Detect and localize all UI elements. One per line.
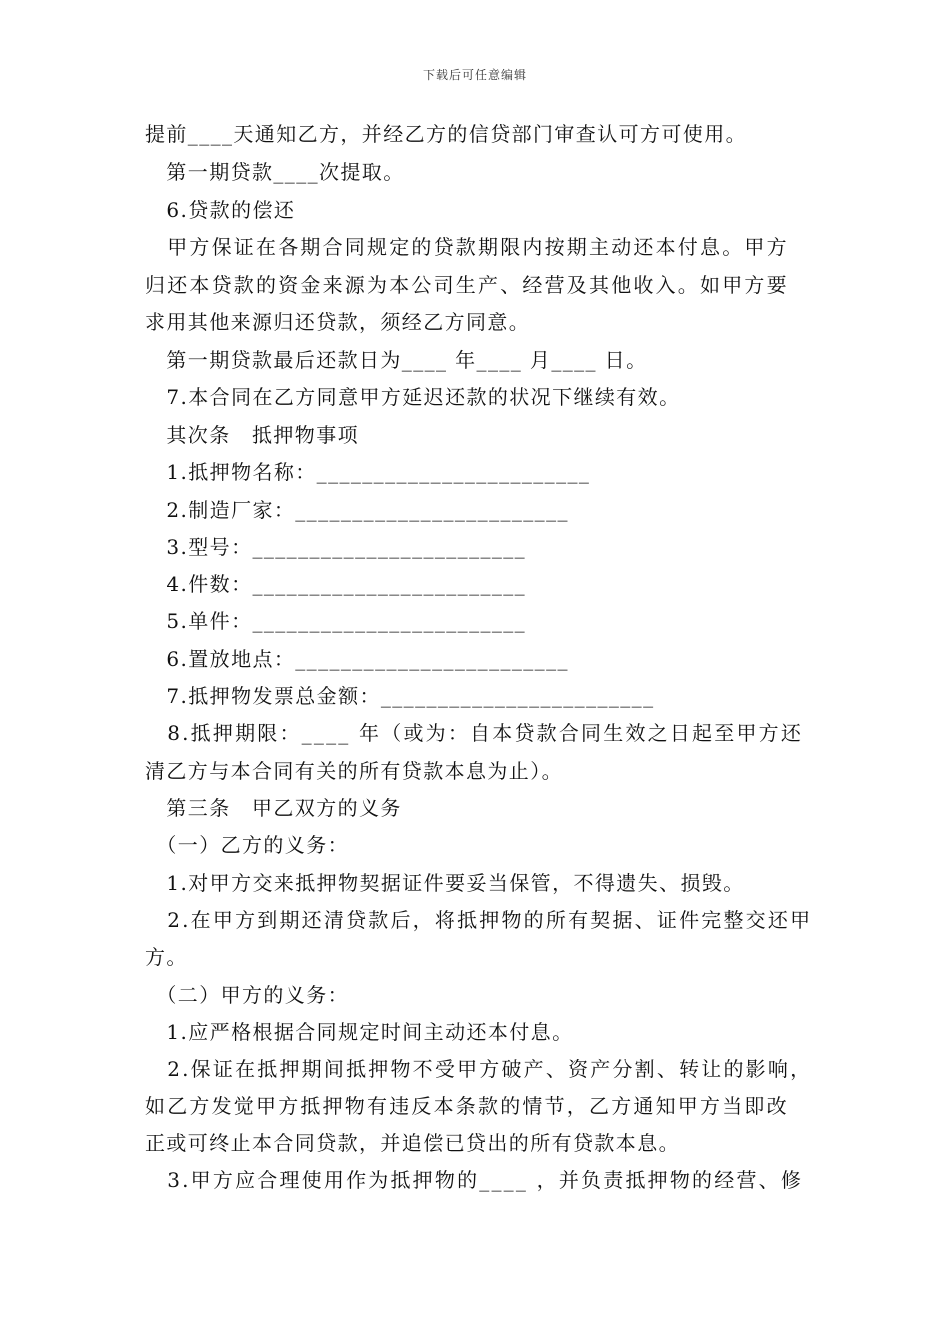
text-line: 7.抵押物发票总金额：________________________ xyxy=(145,684,655,708)
text-line: 第一期贷款____次提取。 xyxy=(145,160,405,184)
text-line: 方。 xyxy=(145,945,188,969)
text-line: 8.抵押期限：____ 年（或为：自本贷款合同生效之日起至甲方还 xyxy=(145,721,804,745)
text-line: 6.贷款的偿还 xyxy=(145,198,296,222)
text-line: 7.本合同在乙方同意甲方延迟还款的状况下继续有效。 xyxy=(145,385,681,409)
text-line: 3.型号：________________________ xyxy=(145,535,527,559)
text-line: 第一期贷款最后还款日为____ 年____ 月____ 日。 xyxy=(145,348,648,372)
text-line: 1.抵押物名称：________________________ xyxy=(145,460,591,484)
text-line: 6.置放地点：________________________ xyxy=(145,647,569,671)
page-header-note: 下载后可任意编辑 xyxy=(422,68,527,82)
text-line: 正或可终止本合同贷款，并追偿已贷出的所有贷款本息。 xyxy=(145,1131,680,1155)
section-heading: 其次条 抵押物事项 xyxy=(145,423,359,447)
text-line: 1.应严格根据合同规定时间主动还本付息。 xyxy=(145,1020,574,1044)
text-line: 2.在甲方到期还清贷款后，将抵押物的所有契据、证件完整交还甲 xyxy=(145,908,813,932)
text-line: 求用其他来源归还贷款，须经乙方同意。 xyxy=(145,310,531,334)
text-line: 4.件数：________________________ xyxy=(145,572,527,596)
text-line: 2.保证在抵押期间抵押物不受甲方破产、资产分割、转让的影响， xyxy=(145,1057,813,1081)
text-line: 甲方保证在各期合同规定的贷款期限内按期主动还本付息。甲方 xyxy=(145,235,789,259)
text-line: （二）甲方的义务： xyxy=(145,983,349,1007)
text-line: 2.制造厂家：________________________ xyxy=(145,498,569,522)
text-line: 提前____天通知乙方，并经乙方的信贷部门审查认可方可使用。 xyxy=(145,122,747,146)
text-line: 1.对甲方交来抵押物契据证件要妥当保管，不得遗失、损毁。 xyxy=(145,871,745,895)
text-line: 5.单件：________________________ xyxy=(145,609,527,633)
text-line: （一）乙方的义务： xyxy=(145,833,349,857)
text-line: 归还本贷款的资金来源为本公司生产、经营及其他收入。如甲方要 xyxy=(145,273,789,297)
text-line: 清乙方与本合同有关的所有贷款本息为止）。 xyxy=(145,759,563,783)
text-line: 3.甲方应合理使用作为抵押物的____ ，并负责抵押物的经营、修 xyxy=(145,1168,804,1192)
text-line: 如乙方发觉甲方抵押物有违反本条款的情节，乙方通知甲方当即改 xyxy=(145,1094,789,1118)
section-heading: 第三条 甲乙双方的义务 xyxy=(145,796,402,820)
